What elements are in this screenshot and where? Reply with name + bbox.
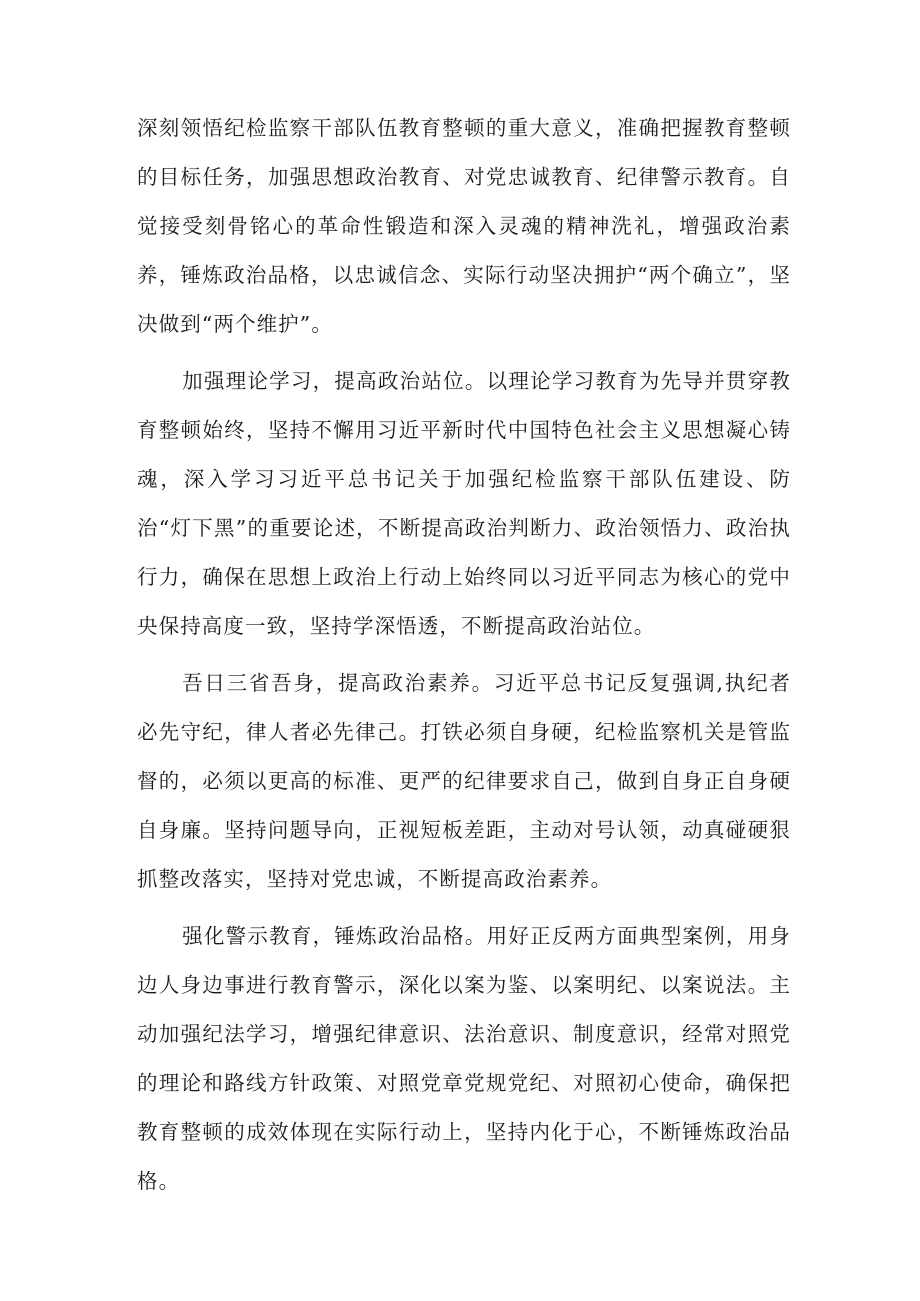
paragraph-3: 吾日三省吾身，提高政治素养。习近平总书记反复强调,执纪者必先守纪，律人者必先律己。打铁必须自身硬，纪检监察机关是管监督的，必须以更高的标准、更严的纪律要求自己，做到自身正自身硬自身廉。坚持问题导向，正视短板差距，主动对号认领，动真碰硬狠抓整改落实，坚持对党忠诚，不断提高政治素养。: [137, 671, 791, 891]
paragraph-1: 深刻领悟纪检监察干部队伍教育整顿的重大意义，准确把握教育整顿的目标任务，加强思想政治教育、对党忠诚教育、纪律警示教育。自觉接受刻骨铭心的革命性锻造和深入灵魂的精神洗礼，增强政治素养，锤炼政治品格，以忠诚信念、实际行动坚决拥护“两个确立”，坚决做到“两个维护”。: [137, 116, 791, 336]
paragraph-2: 加强理论学习，提高政治站位。以理论学习教育为先导并贯穿教育整顿始终，坚持不懈用习近平新时代中国特色社会主义思想凝心铸魂，深入学习习近平总书记关于加强纪检监察干部队伍建设、防治“灯下黑”的重要论述，不断提高政治判断力、政治领悟力、政治执行力，确保在思想上政治上行动上始终同以习近平同志为核心的党中央保持高度一致，坚持学深悟透，不断提高政治站位。: [137, 369, 791, 638]
document-body: [137, 104, 791, 1214]
paragraph-4: 强化警示教育，锤炼政治品格。用好正反两方面典型案例，用身边人身边事进行教育警示，深化以案为鉴、以案明纪、以案说法。主动加强纪法学习，增强纪律意识、法治意识、制度意识，经常对照党的理论和路线方针政策、对照党章党规党纪、对照初心使命，确保把教育整顿的成效体现在实际行动上，坚持内化于心，不断锤炼政治品格。: [137, 924, 791, 1193]
